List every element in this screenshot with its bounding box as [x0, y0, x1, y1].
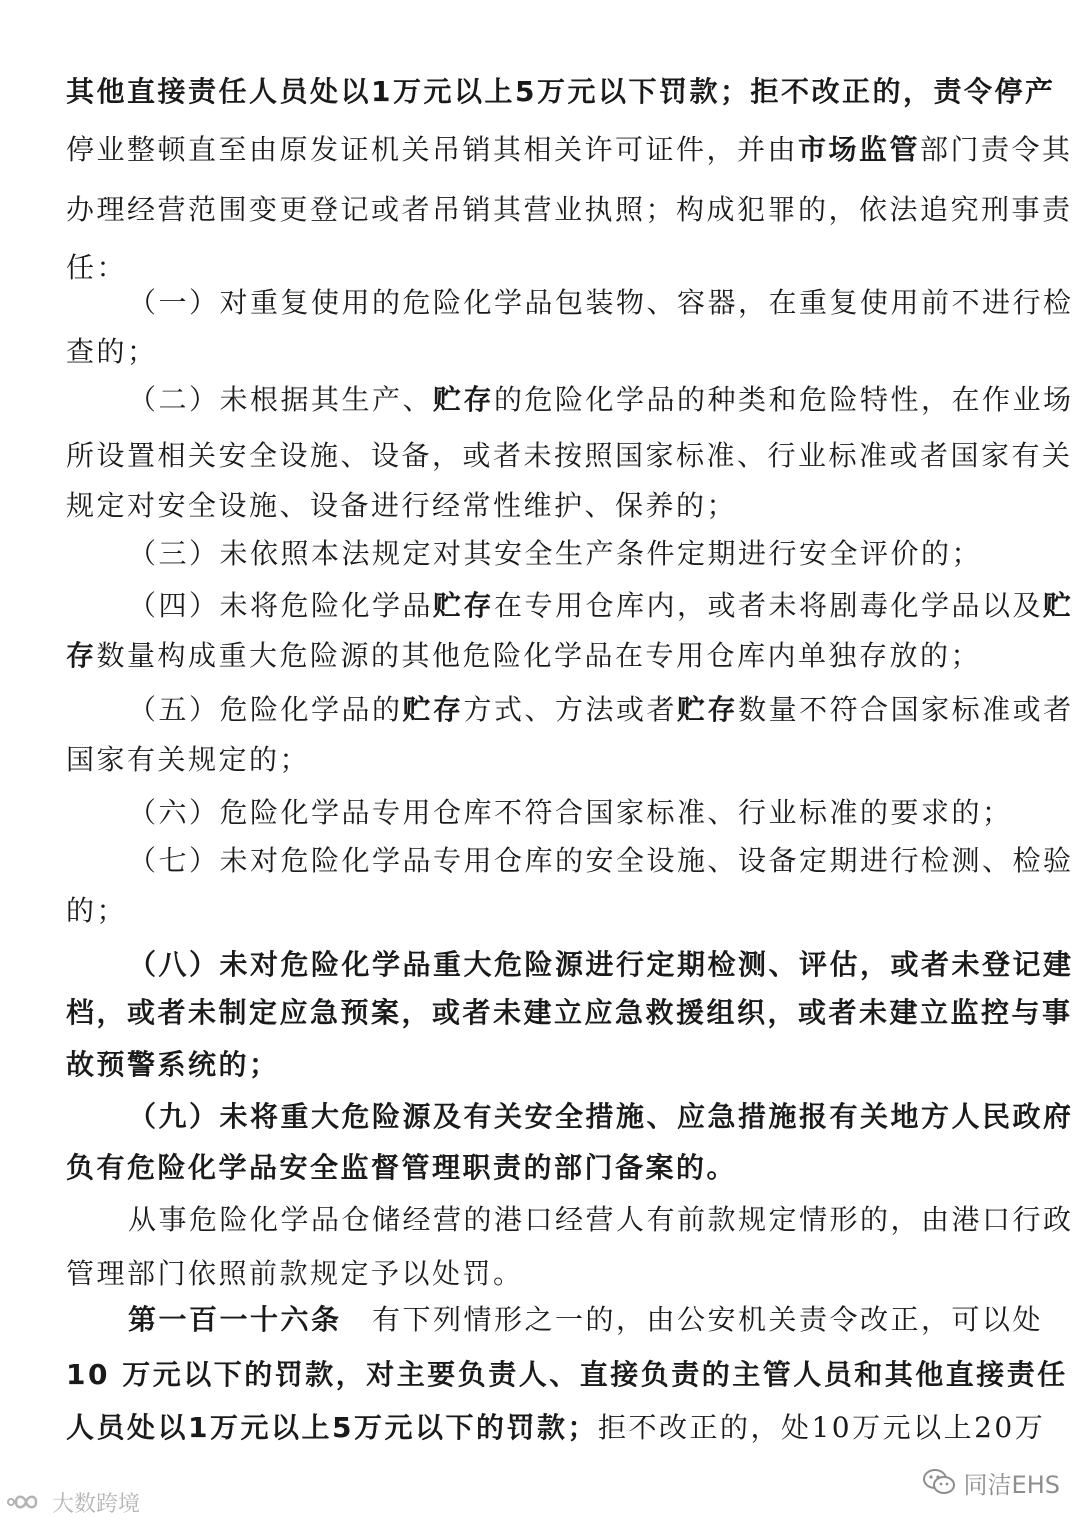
- text-segment: （三）未依照本法规定对其安全生产条件定期进行安全评价的；: [128, 537, 983, 570]
- text-line: [128, 945, 1074, 985]
- bold-text-segment: 第一百一十六条: [128, 1303, 342, 1336]
- text-line: [128, 690, 1074, 730]
- text-segment: 数量构成重大危险源的其他危险化学品在专用仓库内单独存放的；: [96, 639, 982, 672]
- text-line: [66, 891, 1026, 931]
- text-line: [128, 841, 1074, 881]
- text-segment: 规定对安全设施、设备进行经常性维护、保养的；: [66, 489, 738, 522]
- text-segment: 有下列情形之一的，由公安机关责令改正，可以处: [341, 1303, 1044, 1336]
- text-line: [128, 283, 1074, 323]
- text-segment: 的；: [66, 894, 128, 927]
- watermark-left: [6, 1484, 140, 1520]
- bold-text-segment: 贮: [1043, 589, 1074, 622]
- text-line: [66, 130, 1073, 170]
- watermark-left-text: 大数跨境: [52, 1491, 141, 1517]
- text-segment: 在专用仓库内，或者未将剧毒化学品以及: [494, 589, 1044, 622]
- text-segment: 所设置相关安全设施、设备，或者未按照国家标准、行业标准或者国家有关: [66, 439, 1073, 472]
- bold-text-segment: （九）未将重大危险源及有关安全措施、应急措施报有关地方人民政府: [128, 1100, 1074, 1133]
- bold-text-segment: 贮存: [402, 693, 464, 726]
- text-line: [66, 636, 1026, 676]
- watermark-right: [922, 1462, 1060, 1502]
- text-line: [66, 740, 1026, 780]
- text-line: [66, 486, 1026, 526]
- text-line: [128, 380, 1074, 420]
- bold-text-segment: 贮存: [433, 589, 495, 622]
- text-line: [66, 1355, 1068, 1395]
- text-line: [128, 534, 1026, 574]
- text-segment: （四）未将危险化学品: [128, 589, 434, 622]
- text-segment: 方式、方法或者: [463, 693, 678, 726]
- text-line: [66, 993, 1073, 1033]
- text-line: [128, 586, 1074, 626]
- bold-text-segment: （八）未对危险化学品重大危险源进行定期检测、评估，或者未登记建: [128, 948, 1074, 981]
- text-line: [128, 1097, 1074, 1137]
- text-segment: （七）未对危险化学品专用仓库的安全设施、设备定期进行检测、检验: [128, 844, 1074, 877]
- text-line: [128, 1300, 1044, 1340]
- text-line: [66, 190, 1073, 230]
- text-line: [66, 436, 1073, 476]
- text-line: [66, 72, 1056, 112]
- watermark-right-text: 同洁EHS: [963, 1470, 1060, 1499]
- text-segment: （二）未根据其生产、: [128, 383, 434, 416]
- bold-text-segment: 档，或者未制定应急预案，或者未建立应急救援组织，或者未建立监控与事: [66, 996, 1073, 1029]
- text-segment: （一）对重复使用的危险化学品包装物、容器，在重复使用前不进行检: [128, 286, 1074, 319]
- bold-text-segment: 市场监管: [798, 133, 921, 166]
- text-segment: （五）危险化学品的: [128, 693, 403, 726]
- text-line: [66, 1045, 1026, 1085]
- text-segment: 部门责令其: [920, 133, 1073, 166]
- text-segment: 办理经营范围变更登记或者吊销其营业执照；构成犯罪的，依法追究刑事责: [66, 193, 1073, 226]
- text-segment: 的危险化学品的种类和危险特性，在作业场: [494, 383, 1074, 416]
- bold-text-segment: 贮存: [433, 383, 495, 416]
- bold-text-segment: 贮存: [677, 693, 739, 726]
- bold-text-segment: 存: [66, 639, 97, 672]
- text-segment: 从事危险化学品仓储经营的港口经营人有前款规定情形的，由港口行政: [128, 1203, 1074, 1236]
- text-segment: （六）危险化学品专用仓库不符合国家标准、行业标准的要求的；: [128, 796, 1013, 829]
- text-line: [66, 248, 1026, 288]
- bold-text-segment: 人员处以1万元以上5万元以下的罚款；: [66, 1411, 598, 1444]
- bold-text-segment: 其他直接责任人员处以1万元以上5万元以下罚款；拒不改正的，责令停产: [66, 75, 1056, 108]
- text-segment: 管理部门依照前款规定予以处罚。: [66, 1257, 524, 1290]
- text-segment: 任：: [66, 251, 128, 284]
- text-segment: 查的；: [66, 335, 158, 368]
- text-line: [66, 1148, 1026, 1188]
- text-segment: 国家有关规定的；: [66, 743, 311, 776]
- text-line: [66, 1254, 1026, 1294]
- text-segment: 停业整顿直至由原发证机关吊销其相关许可证件，并由: [66, 133, 799, 166]
- bold-text-segment: 故预警系统的；: [66, 1048, 280, 1081]
- bold-text-segment: 10 万元以下的罚款，对主要负责人、直接负责的主管人员和其他直接责任: [66, 1358, 1068, 1391]
- bold-text-segment: 负有危险化学品安全监督管理职责的部门备案的。: [66, 1151, 738, 1184]
- text-segment: 数量不符合国家标准或者: [738, 693, 1074, 726]
- text-segment: 拒不改正的，处10万元以上20万: [597, 1411, 1046, 1444]
- text-line: [128, 1200, 1074, 1240]
- text-line: [66, 1408, 1046, 1448]
- text-line: [66, 332, 1026, 372]
- infinity-logo-icon: [6, 1491, 46, 1513]
- wechat-icon: [922, 1467, 956, 1497]
- text-line: [128, 793, 1026, 833]
